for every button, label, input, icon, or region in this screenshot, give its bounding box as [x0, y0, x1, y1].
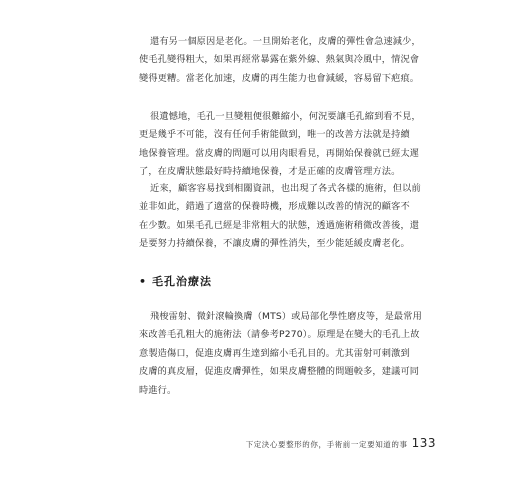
section-heading — [139, 273, 212, 289]
paragraph-line: 意製造傷口，促進皮膚再生達到縮小毛孔目的。尤其雷射可刺激到 — [139, 347, 410, 359]
section-heading-title: 毛孔治療法 — [152, 275, 213, 288]
paragraph-treatment-methods — [139, 308, 422, 400]
paragraph-aging — [139, 33, 421, 88]
paragraph-line: 使毛孔變得粗大，如果再經常暴露在紫外線、熱氣與冷風中，情況會 — [139, 54, 420, 66]
paragraph-line: 時進行。 — [139, 384, 177, 396]
paragraph-line: 是要努力持續保養，不讓皮膚的彈性消失，至少能延緩皮膚老化。 — [139, 238, 410, 250]
paragraph-line: 很遺憾地，毛孔一旦變粗便很難縮小，何況要讓毛孔縮到看不見， — [150, 111, 421, 122]
page-number: 133 — [411, 436, 436, 450]
running-title: 下定決心要整形的你，手術前一定要知道的事 — [245, 440, 408, 449]
paragraph-pore-shrinking — [139, 108, 421, 182]
paragraph-line: 並非如此，錯過了適當的保養時機，形成難以改善的情況的顧客不 — [139, 201, 410, 213]
paragraph-line: 來改善毛孔粗大的施術法（請參考P270）。原理是在變大的毛孔上故 — [139, 329, 420, 341]
paragraph-line: 還有另一個原因是老化。一旦開始老化，皮膚的彈性會急速減少， — [150, 36, 421, 47]
paragraph-line: 地保養管理。當皮膚的問題可以用肉眼看見，再開始保養就已經太遲 — [139, 147, 420, 159]
paragraph-line: 近來，顧客容易找到相關資訊，也出現了各式各樣的施術，但以前 — [150, 183, 421, 194]
bullet-icon: • — [139, 275, 148, 288]
paragraph-line: 皮膚的真皮層，促進皮膚彈性，如果皮膚整體的問題較多，建議可同 — [139, 366, 420, 378]
page-footer — [246, 436, 436, 450]
paragraph-line: 飛梭雷射、微針滾輪換膚（MTS）或局部化學性磨皮等，是最常用 — [150, 311, 422, 322]
paragraph-line: 在少數。如果毛孔已經是非常粗大的狀態，透過施術稍微改善後，還 — [139, 219, 420, 231]
paragraph-line: 變得更糟。當老化加速，皮膚的再生能力也會減緩，容易留下疤痕。 — [139, 72, 420, 84]
paragraph-line: 了，在皮膚狀態最好時持續地保養，才是正確的皮膚管理方法。 — [139, 166, 401, 178]
paragraph-line: 更是幾乎不可能，沒有任何手術能做到，唯一的改善方法就是持續 — [139, 129, 410, 141]
paragraph-recent-care — [139, 180, 421, 254]
